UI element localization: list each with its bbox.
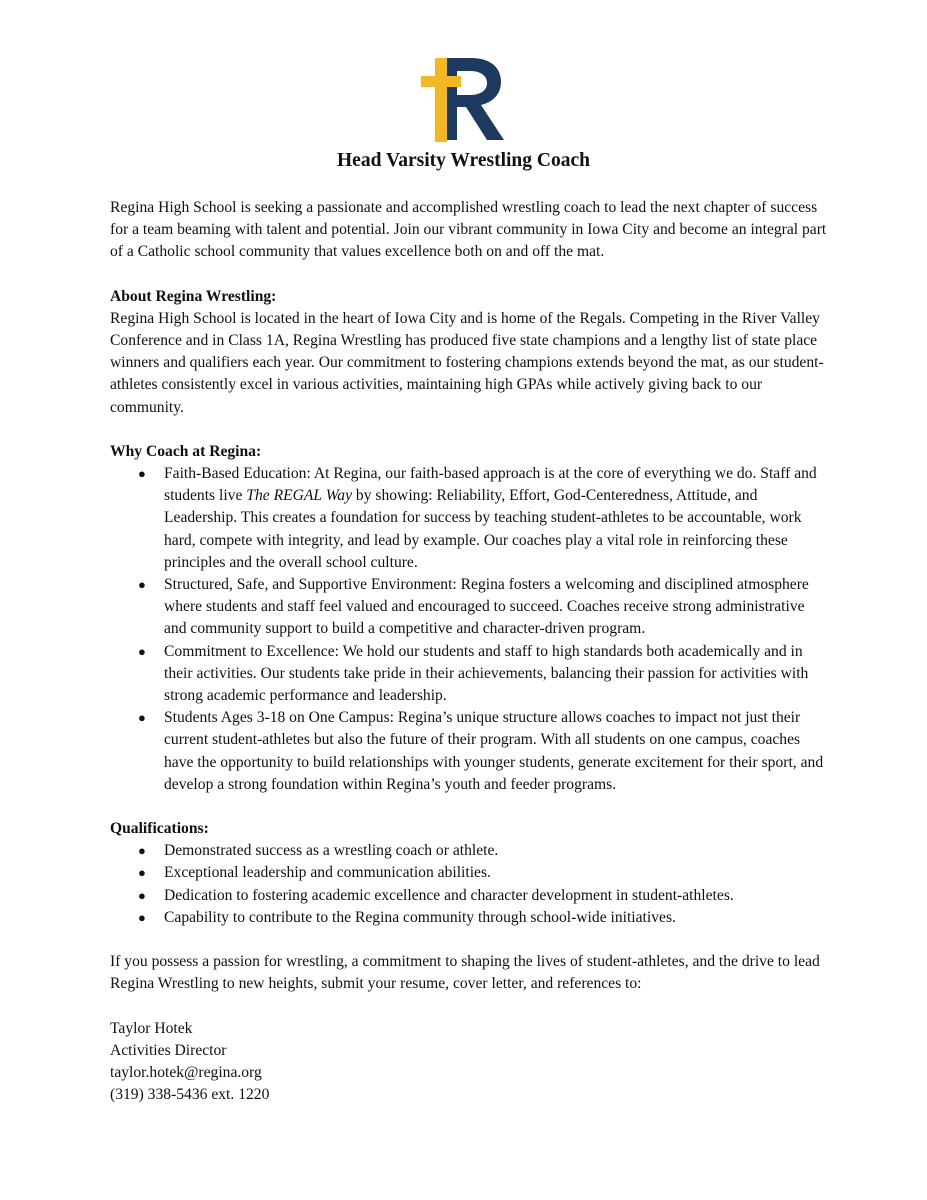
about-paragraph: Regina High School is located in the heart of Iowa City and is home of the Regals. Competing in the River Valley Conference and in Class 1A, Regina Wrestling has produced five state champions and a lengthy list of state place winners and qualifiers each year. Our commitment to fostering champions extends beyond the mat, as our student-athletes consistently excel in various activities, maintaining high GPAs while actively giving back to our community. bbox=[110, 309, 824, 416]
qualification-text: Demonstrated success as a wrestling coach or athlete. bbox=[164, 842, 499, 860]
contact-block bbox=[110, 1018, 830, 1107]
qualification-item bbox=[110, 862, 830, 884]
why-heading: Why Coach at Regina: bbox=[110, 442, 262, 460]
contact-name: Taylor Hotek bbox=[110, 1019, 193, 1037]
bullet-icon: ● bbox=[138, 466, 146, 482]
bullet-icon: ● bbox=[138, 843, 146, 859]
bullet-icon: ● bbox=[138, 887, 146, 903]
about-heading: About Regina Wrestling: bbox=[110, 287, 277, 305]
qualification-text: Exceptional leadership and communication abilities. bbox=[164, 864, 491, 882]
qualifications-list bbox=[110, 840, 830, 929]
closing-paragraph: If you possess a passion for wrestling, a commitment to shaping the lives of student-athletes, and the drive to lead Regina Wrestling to new heights, submit your resume, cover letter, and references to: bbox=[110, 953, 820, 993]
bullet-icon: ● bbox=[138, 577, 146, 593]
why-item-text: Faith-Based Education: At Regina, our faith-based approach is at the core of everything we do. Staff and students live bbox=[164, 465, 817, 505]
qualification-text: Capability to contribute to the Regina community through school-wide initiatives. bbox=[164, 908, 676, 926]
why-list bbox=[110, 463, 830, 796]
why-item-text: by showing: Reliability, Effort, God-Centeredness, Attitude, and Leadership. This creates a foundation for success by teaching student-athletes to be accountable, work hard, compete with integrity, and lead by example. Our coaches play a vital role in reinforcing these principles and the overall school culture. bbox=[164, 487, 802, 571]
why-item-text: Structured, Safe, and Supportive Environment: Regina fosters a welcoming and disciplined atmosphere where students and staff feel valued and encouraged to succeed. Coaches receive strong administrative and community support to build a competitive and character-driven program. bbox=[164, 576, 809, 638]
bullet-icon: ● bbox=[138, 710, 146, 726]
regina-logo bbox=[421, 56, 505, 142]
document-body bbox=[110, 197, 830, 1106]
intro-paragraph: Regina High School is seeking a passionate and accomplished wrestling coach to lead the next chapter of success for a team beaming with talent and potential. Join our vibrant community in Iowa City and become an integral part of a Catholic school community that values excellence both on and off the mat. bbox=[110, 199, 827, 261]
contact-phone: (319) 338-5436 ext. 1220 bbox=[110, 1086, 270, 1104]
bullet-icon: ● bbox=[138, 909, 146, 925]
qualification-text: Dedication to fostering academic excellence and character development in student-athletes. bbox=[164, 886, 734, 904]
why-item-text: Students Ages 3-18 on One Campus: Regina’s unique structure allows coaches to impact not just their current student-athletes but also the future of their program. With all students on one campus, coaches have the opportunity to build relationships with younger students, generate excitement for their sport, and develop a strong foundation within Regina’s youth and feeder programs. bbox=[164, 709, 824, 793]
bullet-icon: ● bbox=[138, 865, 146, 881]
why-item-faith bbox=[110, 463, 830, 574]
why-item-text: Commitment to Excellence: We hold our students and staff to high standards both academically and in their activities. Our students take pride in their achievements, balancing their passion for activities with strong academic performance and leadership. bbox=[164, 642, 809, 705]
contact-role: Activities Director bbox=[110, 1041, 227, 1059]
regal-way-emphasis: The REGAL Way bbox=[246, 487, 352, 505]
why-item-excellence bbox=[110, 641, 830, 708]
qualifications-heading: Qualifications: bbox=[110, 820, 209, 838]
logo-letter-r bbox=[443, 58, 504, 140]
qualification-item bbox=[110, 907, 830, 929]
qualification-item bbox=[110, 885, 830, 907]
why-item-environment bbox=[110, 574, 830, 641]
page-title: Head Varsity Wrestling Coach bbox=[337, 150, 590, 171]
why-item-campus bbox=[110, 707, 830, 796]
qualification-item bbox=[110, 840, 830, 862]
contact-email: taylor.hotek@regina.org bbox=[110, 1063, 262, 1081]
bullet-icon: ● bbox=[138, 643, 146, 659]
